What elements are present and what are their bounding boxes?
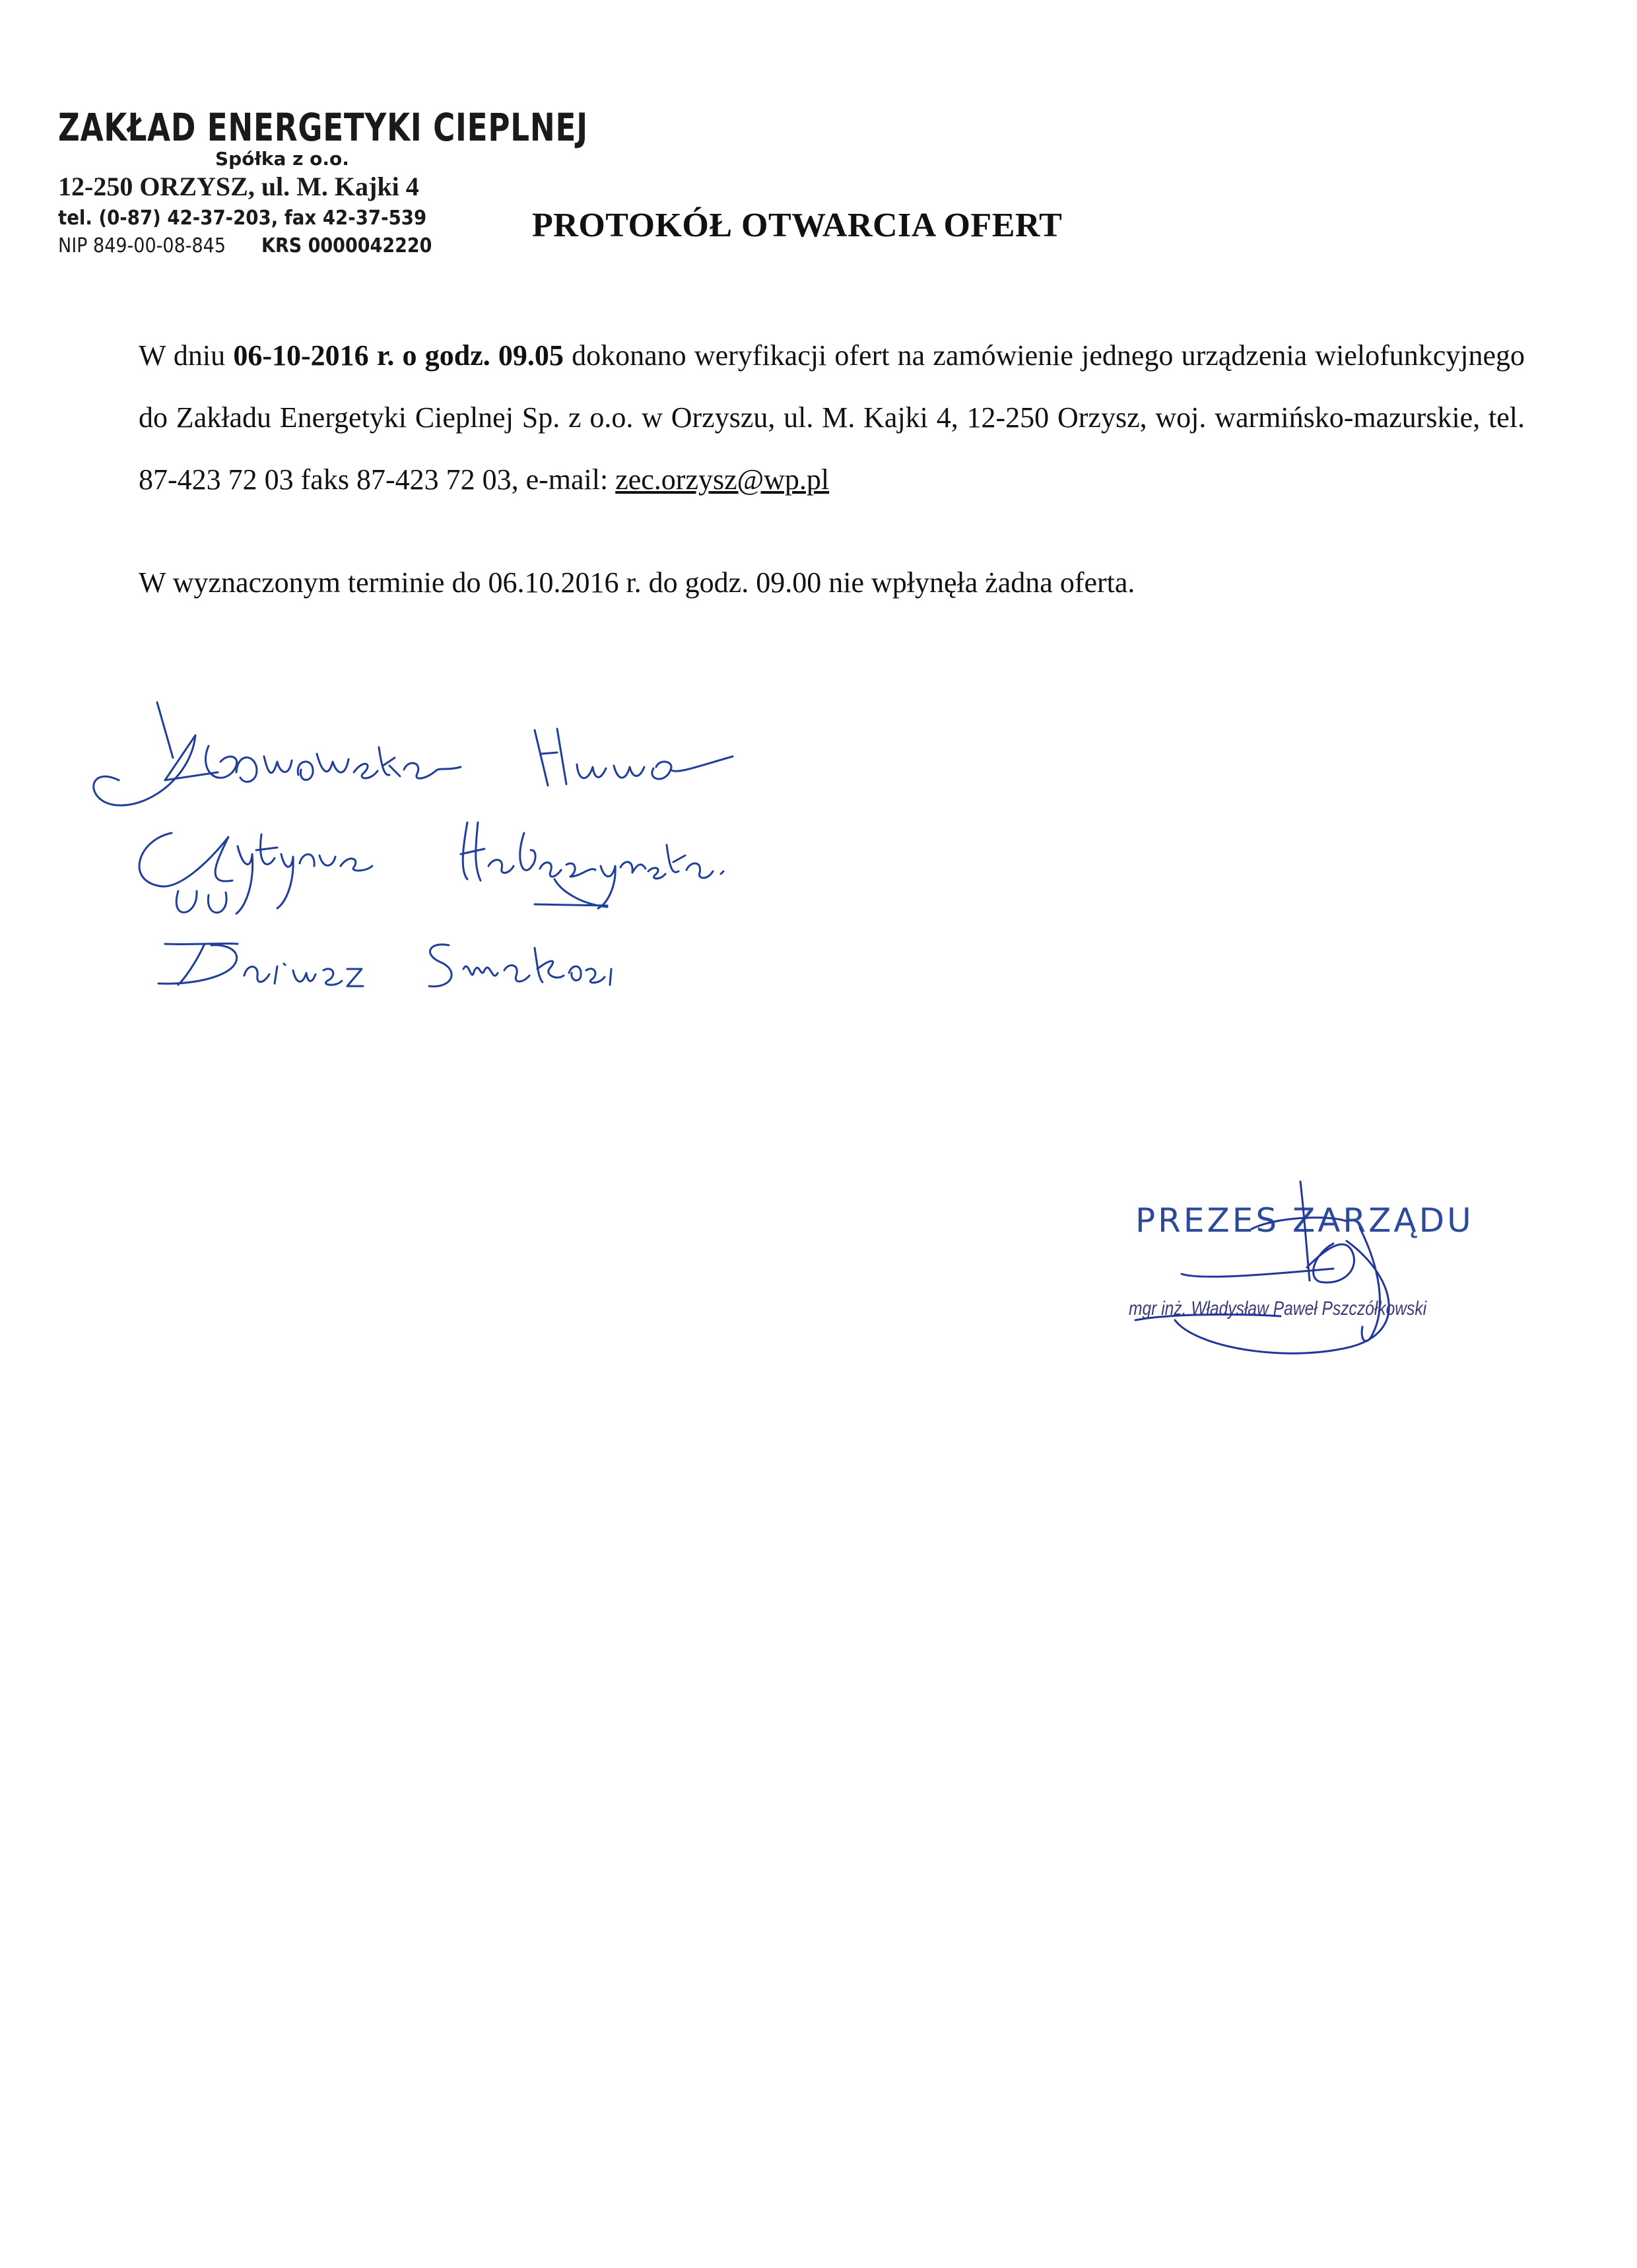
stamp-phone: tel. (0-87) 42-37-203, fax 42-37-539 bbox=[58, 207, 427, 230]
signature-2 bbox=[139, 822, 723, 914]
paragraph-verification bbox=[139, 325, 1525, 511]
signature-3 bbox=[158, 943, 611, 986]
paragraph-text: W dniu bbox=[139, 339, 234, 372]
signature-1 bbox=[94, 702, 733, 805]
stamp-address: 12-250 ORZYSZ, ul. M. Kajki 4 bbox=[58, 172, 419, 201]
president-signature bbox=[1109, 1175, 1505, 1393]
document-title: PROTOKÓŁ OTWARCIA OFERT bbox=[532, 207, 1063, 244]
stamp-krs: KRS 0000042220 bbox=[261, 234, 432, 257]
president-name: mgr inż. Władysław Paweł Pszczółkowski bbox=[1129, 1298, 1427, 1319]
committee-signatures bbox=[79, 693, 752, 1063]
stamp-company-form: Spółka z o.o. bbox=[215, 148, 349, 170]
email-link[interactable]: zec.orzysz@wp.pl bbox=[615, 463, 830, 496]
stamp-registration bbox=[58, 232, 474, 260]
paragraph-date: 06-10-2016 r. o godz. 09.05 bbox=[233, 339, 564, 372]
paragraph-no-offers: W wyznaczonym terminie do 06.10.2016 r. do godz. 09.00 nie wpłynęła żadna oferta. bbox=[139, 566, 1135, 599]
president-stamp bbox=[1109, 1175, 1505, 1393]
paragraph-text: dokonano weryfikacji ofert na zamówienie jednego urządzenia wielofunkcyjnego do Zakładu Energetyki Cieplnej Sp. z o.o. w Orzyszu, ul. M. Kajki 4, 12-250 Orzysz, woj. warmińsko-mazurskie, tel. 87-423 72 03 faks 87-423 72 03, e-mail: bbox=[139, 339, 1525, 496]
president-title: PREZES ZARZĄDU bbox=[1135, 1201, 1474, 1240]
handwritten-signatures bbox=[79, 693, 752, 1063]
stamp-company-name: ZAKŁAD ENERGETYKI CIEPLNEJ bbox=[58, 105, 588, 150]
stamp-nip: NIP 849-00-08-845 bbox=[58, 234, 226, 257]
company-stamp bbox=[58, 105, 588, 260]
